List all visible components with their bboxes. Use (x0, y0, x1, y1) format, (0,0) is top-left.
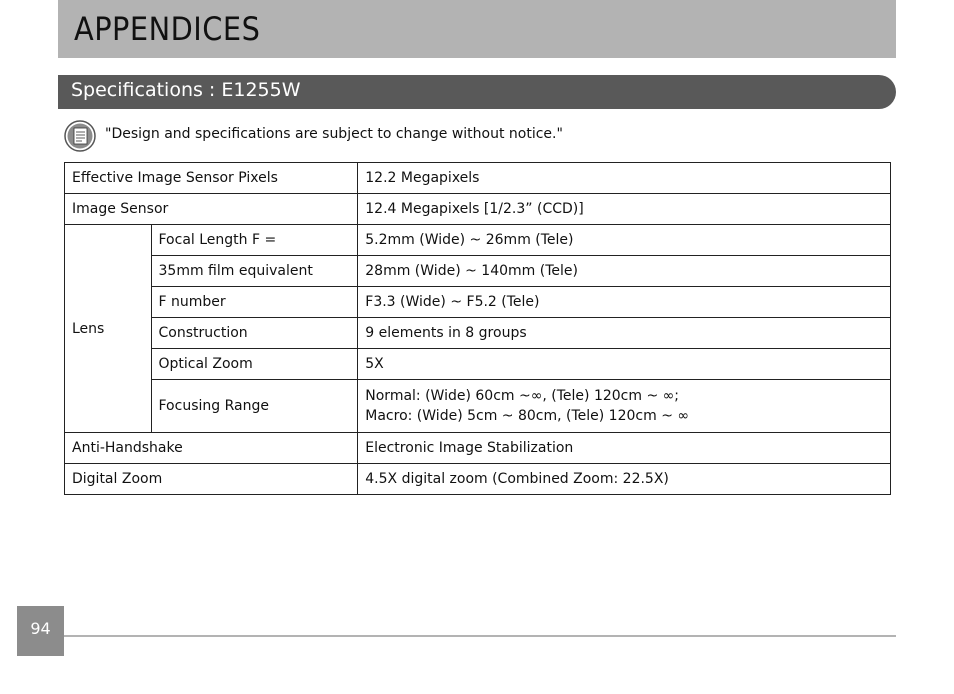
spec-value: 5.2mm (Wide) ~ 26mm (Tele) (358, 225, 891, 256)
spec-value: 12.4 Megapixels [1/2.3” (CCD)] (358, 194, 891, 225)
memo-note-icon (64, 120, 96, 152)
table-row (65, 318, 891, 349)
page-title: APPENDICES (74, 10, 261, 48)
spec-value: 12.2 Megapixels (358, 163, 891, 194)
spec-group-label: Lens (65, 225, 152, 433)
header-bar (58, 0, 896, 58)
spec-label: Effective Image Sensor Pixels (65, 163, 358, 194)
table-row (65, 380, 891, 433)
spec-label: Anti-Handshake (65, 433, 358, 464)
spec-value: 9 elements in 8 groups (358, 318, 891, 349)
table-row (65, 349, 891, 380)
spec-value-line: Normal: (Wide) 60cm ~∞, (Tele) 120cm ~ ∞; (365, 388, 680, 404)
spec-label: 35mm film equivalent (151, 256, 358, 287)
spec-label: Digital Zoom (65, 464, 358, 495)
table-row (65, 256, 891, 287)
spec-value: Electronic Image Stabilization (358, 433, 891, 464)
section-title: Specifications : E1255W (71, 79, 301, 101)
note-text: "Design and specifications are subject to change without notice." (105, 126, 563, 142)
table-row (65, 225, 891, 256)
table-row (65, 163, 891, 194)
spec-label: Optical Zoom (151, 349, 358, 380)
spec-label: Focal Length F = (151, 225, 358, 256)
spec-label: F number (151, 287, 358, 318)
spec-value: 4.5X digital zoom (Combined Zoom: 22.5X) (358, 464, 891, 495)
table-row (65, 433, 891, 464)
spec-value: 28mm (Wide) ~ 140mm (Tele) (358, 256, 891, 287)
table-row (65, 287, 891, 318)
specifications-table (64, 162, 891, 495)
spec-value: 5X (358, 349, 891, 380)
table-row (65, 194, 891, 225)
page-number: 94 (30, 619, 51, 638)
spec-label: Image Sensor (65, 194, 358, 225)
spec-label: Construction (151, 318, 358, 349)
page-number-box (17, 606, 64, 656)
spec-value-line: Macro: (Wide) 5cm ~ 80cm, (Tele) 120cm ~ ∞ (365, 408, 690, 424)
footer-divider (64, 635, 896, 637)
spec-label: Focusing Range (151, 380, 358, 433)
section-header (58, 75, 896, 109)
spec-value: F3.3 (Wide) ~ F5.2 (Tele) (358, 287, 891, 318)
table-row (65, 464, 891, 495)
spec-value (358, 380, 891, 433)
